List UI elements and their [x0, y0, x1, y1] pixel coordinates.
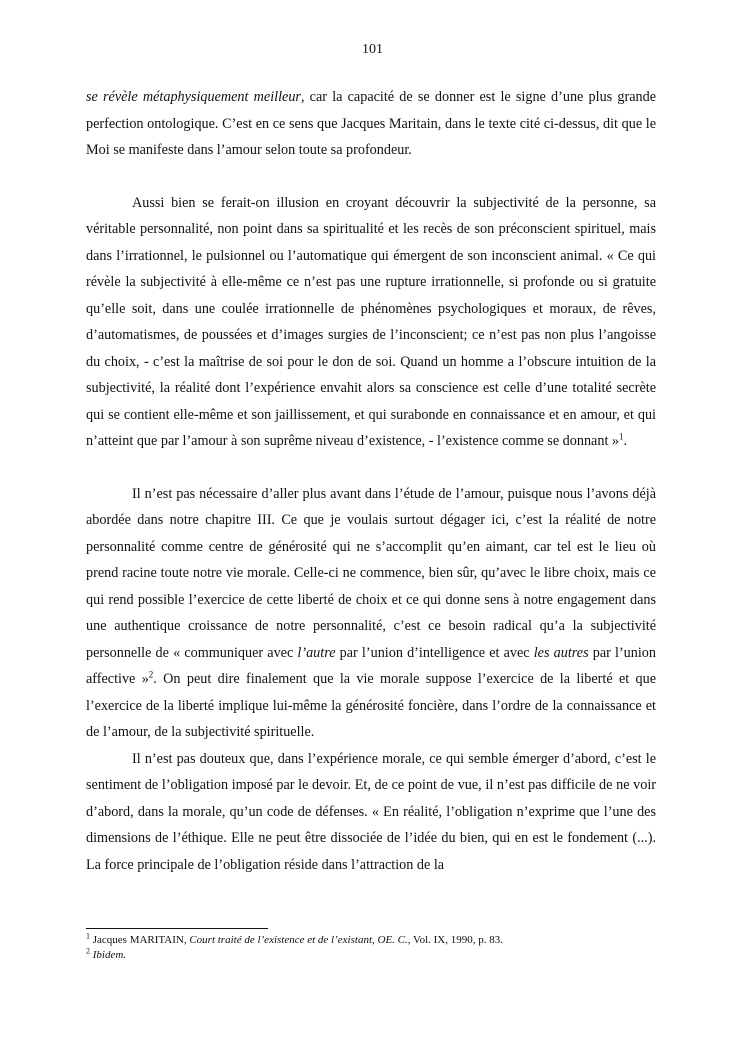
italic-text: Court traité de l’existence et de l’existant	[189, 934, 372, 946]
text-run: .	[623, 433, 628, 449]
footnotes	[86, 933, 656, 963]
paragraph-2	[86, 190, 656, 455]
page-number: 101	[362, 42, 383, 57]
text-run: , car la capacité de se donner est le signe d’une plus grande perfection ontologique. C’est en ce sens que Jacques Maritain, dans le texte cité ci-dessus, dit que le Moi se manifeste dans l’amour selon toute sa profondeur.	[86, 89, 656, 158]
text-run: Il n’est pas douteux que, dans l’expérience morale, ce qui semble émerger d’abord, c’est le sentiment de l’obligation imposé par le devoir. Et, de ce point de vue, il n’est pas difficile de ne voir d’abord, dans la morale, qu’un code de défenses. « En réalité, l’obligation n’exprime que l’une des dimensions de l’éthique. Elle ne peut être dissociée de l’idée du bien, qui en est le fondement (...). La force principale de l’obligation réside dans l’attraction de la	[86, 750, 656, 873]
footnote-ref: 1	[86, 931, 90, 941]
paragraph-1	[86, 84, 656, 164]
text-run: . On peut dire finalement que la vie morale suppose l’exercice de la liberté et que l’exercice de la liberté implique lui-même la générosité foncière, dans l’ordre de la connaissance et de l’amour, de la subjectivité spirituelle.	[86, 671, 657, 740]
paragraph-3	[86, 481, 656, 746]
text-run: ,	[372, 934, 378, 946]
text-run: par l’union affective »	[86, 644, 656, 687]
text-run: Jacques MARITAIN,	[90, 934, 190, 946]
footnote-1	[86, 933, 656, 948]
footnote-separator	[86, 928, 268, 929]
body-text	[86, 84, 656, 878]
italic-text: l’autre	[297, 644, 336, 661]
text-run: Aussi bien se ferait-on illusion en croyant découvrir la subjectivité de la personne, sa véritable personnalité, non point dans sa spiritualité et les recès de son préconscient spirituel, mais dans l’irrationnel, le pulsionnel ou l’automatique qui émergent de son inconscient animal. « Ce qui révèle la subjectivité à elle-même ce n’est pas une rupture irrationnelle, si profonde ou si gratuite qu’elle soit, dans une coulée irrationnelle de phénomènes psychologiques et moraux, de rêves, d’automatismes, de poussées et d’images surgies de l’inconscient; ce n’est pas non plus l’angoisse du choix, - c’est la maîtrise de soi pour le don de soi. Quand un homme a l’obscure intuition de la subjectivité, la réalité dont l’expérience envahit alors sa conscience est celle d’une totalité secrète qui se contient elle-même et son jaillissement, et qui surabonde en connaissance et en amour, et qui n’atteint que par l’amour à son suprême niveau d’existence, - l’existence comme se donnant »	[86, 194, 656, 449]
footnote-ref: 2	[148, 669, 154, 680]
paragraph-4	[86, 746, 656, 879]
text-run: , Vol. IX, 1990, p. 83.	[407, 934, 503, 946]
italic-text: les autres	[533, 644, 589, 661]
italic-text: se révèle métaphysiquement meilleur	[86, 89, 301, 105]
italic-text: OE. C.	[377, 934, 408, 946]
footnote-ref: 2	[86, 946, 90, 956]
text-run: par l’union d’intelligence et avec	[335, 644, 534, 661]
italic-text: Ibidem.	[92, 949, 127, 961]
text-run: Il n’est pas nécessaire d’aller plus avant dans l’étude de l’amour, puisque nous l’avons déjà abordée dans notre chapitre III. Ce que je voulais surtout dégager ici, c’est la réalité de notre personnalité comme centre de générosité qui ne s’accomplit qu’en aimant, car tel est le lieu où prend racine toute notre vie morale. Celle-ci ne commence, bien sûr, qu’avec le libre choix, mais ce qui rend possible l’exercice de cette liberté de choix et ce qui donne sens à notre engagement dans une authentique croissance de notre personnalité, c’est ce besoin radical qu’a la subjectivité personnelle de « communiquer avec	[86, 485, 656, 661]
footnote-2	[86, 948, 656, 963]
footnote-ref: 1	[619, 431, 624, 442]
